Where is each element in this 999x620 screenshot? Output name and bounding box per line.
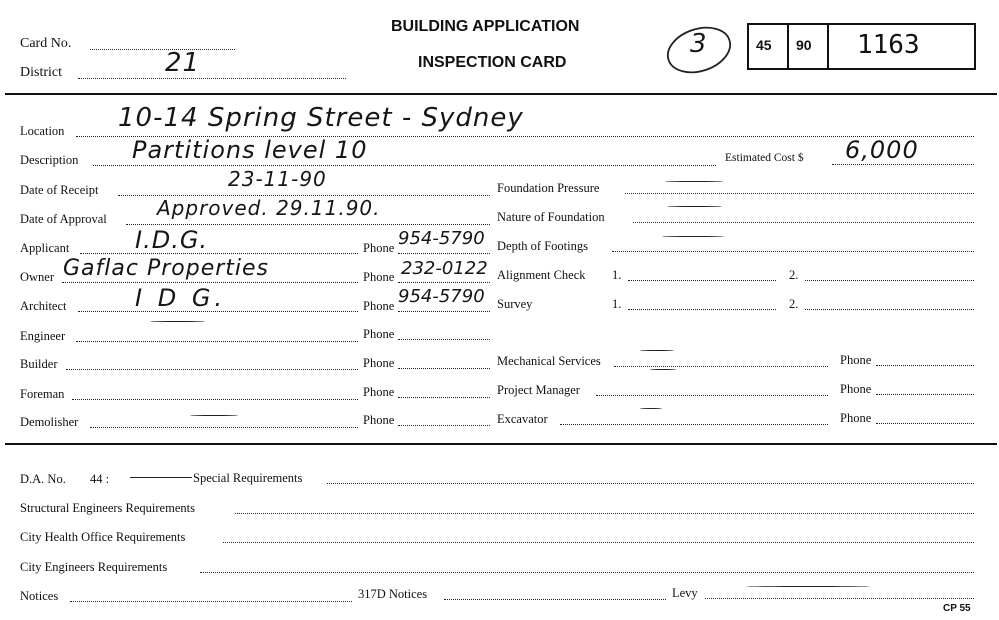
survey-2: 2. — [789, 297, 799, 311]
project-manager-dots — [596, 395, 828, 396]
alignment-check-2: 2. — [789, 268, 799, 282]
applicant-phone-label: Phone — [363, 241, 395, 255]
form-code: CP 55 — [943, 603, 971, 614]
architect-phone-dots — [398, 311, 490, 312]
da-no-value: 44 : — [90, 472, 110, 486]
alignment-check-2-dots — [805, 280, 974, 281]
estimated-cost-dots — [832, 164, 974, 165]
applicant-phone-value: 954-5790 — [398, 228, 485, 249]
demolisher-dash — [190, 415, 238, 416]
city-engineers-dots — [200, 572, 974, 573]
mechanical-services-label: Mechanical Services — [497, 354, 601, 368]
levy-label: Levy — [672, 586, 698, 600]
description-value: Partitions level 10 — [132, 136, 368, 164]
project-manager-phone-label: Phone — [840, 382, 872, 396]
notices-dots — [70, 601, 352, 602]
owner-dots — [62, 282, 358, 283]
owner-phone-value: 232-0122 — [401, 258, 488, 279]
foreman-dots — [72, 399, 358, 400]
ref-box-b: 90 — [796, 37, 812, 53]
applicant-value: I.D.G. — [135, 226, 209, 254]
foundation-pressure-dots — [625, 193, 974, 194]
da-no-label: D.A. No. — [20, 472, 66, 486]
title-line2: INSPECTION CARD — [418, 54, 567, 71]
architect-label: Architect — [20, 299, 67, 313]
levy-dots — [705, 598, 974, 599]
notices-label: Notices — [20, 589, 59, 603]
alignment-check-1: 1. — [612, 268, 622, 282]
special-requirements-label: Special Requirements — [193, 471, 303, 485]
excavator-phone-label: Phone — [840, 411, 872, 425]
applicant-label: Applicant — [20, 241, 70, 255]
mechanical-services-phone-dots — [876, 365, 974, 366]
owner-phone-dots — [398, 282, 490, 283]
excavator-dash — [640, 408, 662, 409]
header-rule — [5, 93, 997, 95]
owner-value: Gaflac Properties — [63, 256, 270, 281]
foreman-phone-dots — [398, 397, 490, 398]
builder-dots — [66, 369, 358, 370]
mechanical-services-phone-label: Phone — [840, 353, 872, 367]
card-no-dots — [90, 49, 235, 50]
survey-1: 1. — [612, 297, 622, 311]
district-value: 21 — [165, 48, 201, 78]
architect-phone-label: Phone — [363, 299, 395, 313]
depth-of-footings-dash — [662, 236, 724, 237]
owner-phone-label: Phone — [363, 270, 395, 284]
applicant-dots — [80, 253, 358, 254]
structural-engineers-label: Structural Engineers Requirements — [20, 501, 195, 515]
engineer-dots — [76, 341, 358, 342]
builder-phone-dots — [398, 368, 490, 369]
nature-of-foundation-dots — [633, 222, 974, 223]
district-label: District — [20, 65, 62, 80]
ref-box-c: 1163 — [857, 30, 920, 60]
da-no-dash — [130, 477, 192, 478]
excavator-label: Excavator — [497, 412, 548, 426]
owner-label: Owner — [20, 270, 55, 284]
excavator-phone-dots — [876, 423, 974, 424]
ref-divider-1 — [787, 23, 789, 68]
depth-of-footings-label: Depth of Footings — [497, 239, 588, 253]
architect-underline — [150, 321, 205, 322]
excavator-dots — [560, 424, 828, 425]
builder-label: Builder — [20, 357, 58, 371]
engineer-label: Engineer — [20, 329, 66, 343]
middle-rule — [5, 443, 997, 445]
notices-317d-label: 317D Notices — [358, 587, 428, 601]
project-manager-phone-dots — [876, 394, 974, 395]
district-dots — [78, 78, 346, 79]
demolisher-phone-dots — [398, 425, 490, 426]
builder-phone-label: Phone — [363, 356, 395, 370]
survey-2-dots — [805, 309, 974, 310]
city-health-label: City Health Office Requirements — [20, 530, 186, 544]
survey-label: Survey — [497, 297, 533, 311]
city-engineers-label: City Engineers Requirements — [20, 560, 168, 574]
mechanical-services-dots — [614, 366, 828, 367]
survey-1-dots — [628, 309, 776, 310]
demolisher-label: Demolisher — [20, 415, 79, 429]
city-health-dots — [223, 542, 974, 543]
foreman-label: Foreman — [20, 387, 65, 401]
notices-317d-dots — [444, 599, 666, 600]
title-line1: BUILDING APPLICATION — [391, 18, 580, 35]
architect-value: I D G. — [135, 284, 227, 312]
date-of-receipt-value: 23-11-90 — [228, 167, 327, 191]
foundation-pressure-dash — [665, 181, 723, 182]
ref-divider-2 — [827, 23, 829, 68]
ref-box-a: 45 — [756, 37, 772, 53]
location-value: 10-14 Spring Street - Sydney — [118, 103, 524, 133]
nature-of-foundation-dash — [667, 206, 722, 207]
foundation-pressure-label: Foundation Pressure — [497, 181, 600, 195]
structural-engineers-dots — [235, 513, 974, 514]
description-dots — [93, 165, 716, 166]
mechanical-services-dash-1 — [640, 350, 674, 351]
project-manager-label: Project Manager — [497, 383, 580, 397]
alignment-check-label: Alignment Check — [497, 268, 586, 282]
description-label: Description — [20, 153, 79, 167]
special-requirements-dots — [327, 483, 974, 484]
nature-of-foundation-label: Nature of Foundation — [497, 210, 605, 224]
estimated-cost-label: Estimated Cost $ — [725, 152, 804, 164]
date-of-receipt-label: Date of Receipt — [20, 183, 99, 197]
depth-of-footings-dots — [612, 251, 974, 252]
circled-number: 3 — [690, 29, 708, 59]
estimated-cost-value: 6,000 — [845, 136, 919, 164]
foreman-phone-label: Phone — [363, 385, 395, 399]
location-label: Location — [20, 124, 65, 138]
architect-phone-value: 954-5790 — [398, 286, 485, 307]
mechanical-services-dash-2 — [650, 369, 676, 370]
demolisher-phone-label: Phone — [363, 413, 395, 427]
date-of-approval-label: Date of Approval — [20, 212, 107, 226]
engineer-phone-dots — [398, 339, 490, 340]
date-of-approval-value: Approved. 29.11.90. — [157, 196, 381, 220]
card-no-label: Card No. — [20, 36, 72, 51]
engineer-phone-label: Phone — [363, 327, 395, 341]
demolisher-dots — [90, 427, 358, 428]
applicant-phone-dots — [398, 253, 490, 254]
alignment-check-1-dots — [628, 280, 776, 281]
date-of-approval-dots — [126, 224, 490, 225]
levy-dash — [746, 586, 870, 587]
